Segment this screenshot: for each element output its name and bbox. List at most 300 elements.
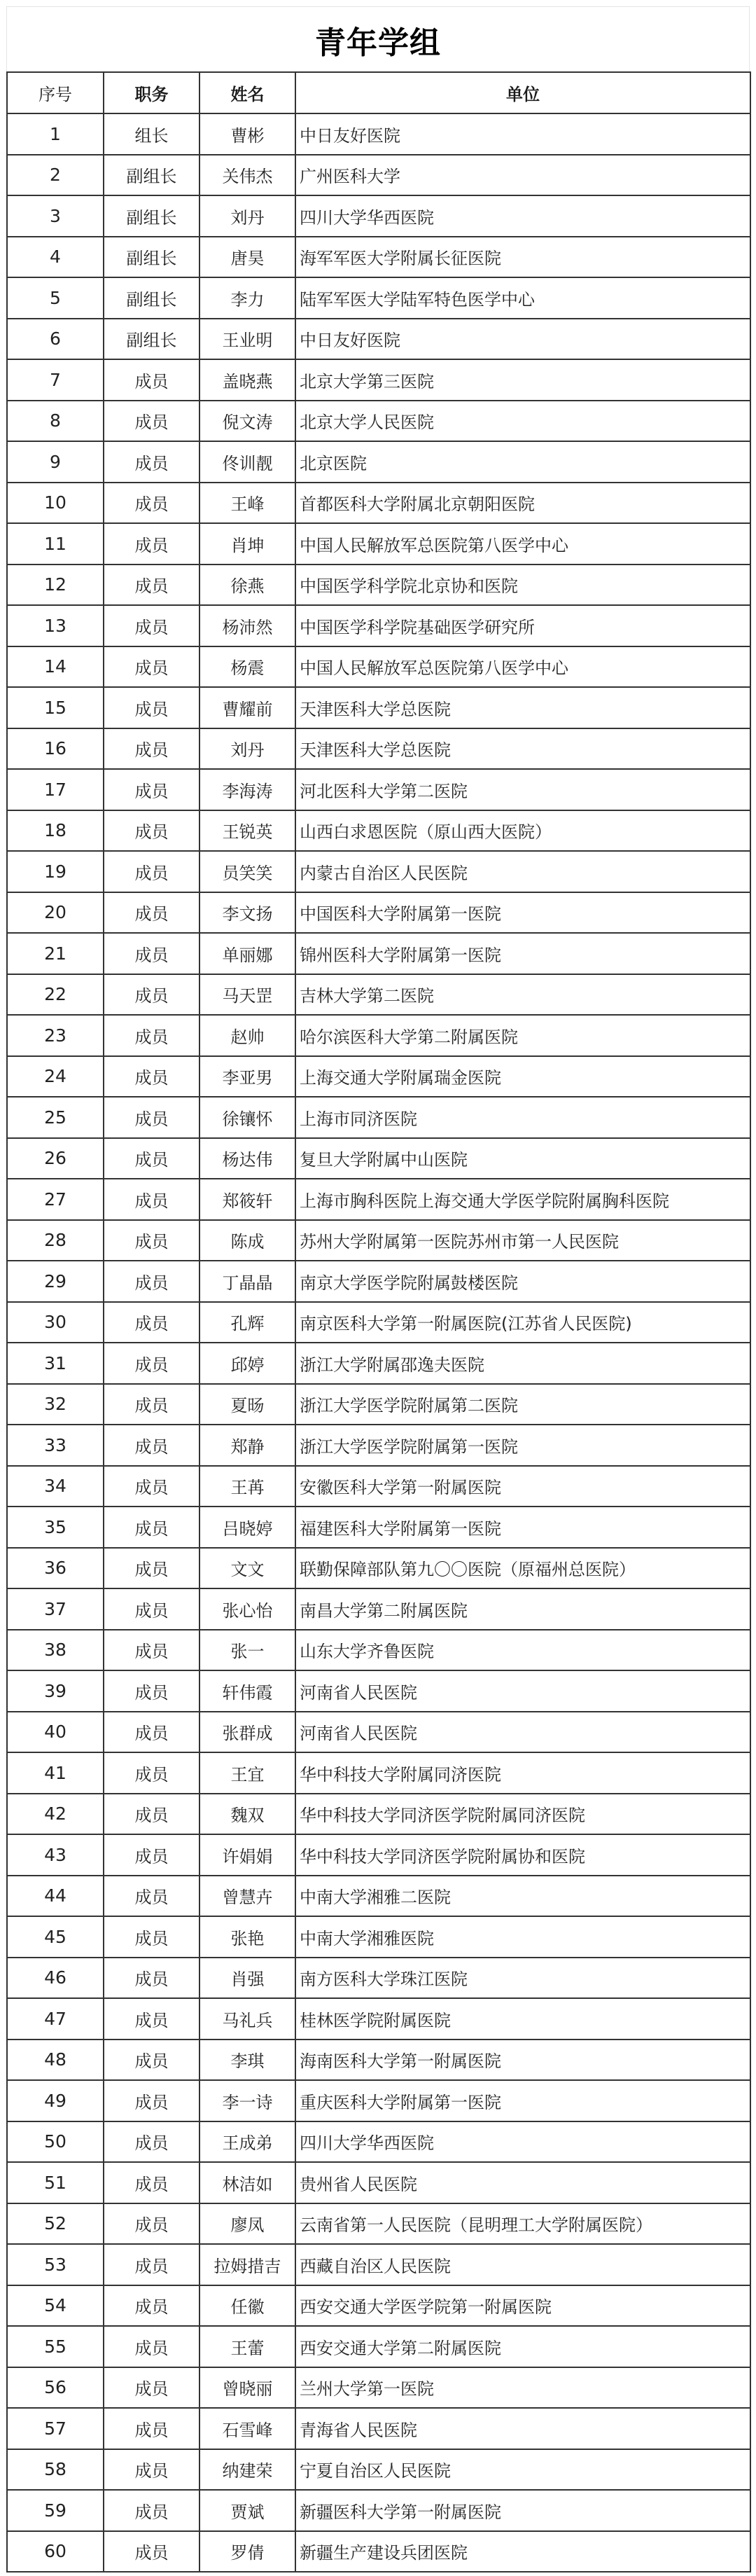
- cell-no: 27: [7, 1179, 104, 1220]
- cell-name: 许娟娟: [200, 1834, 295, 1876]
- cell-role: 成员: [104, 2408, 200, 2449]
- cell-role: 成员: [104, 1015, 200, 1056]
- table-row: [7, 1998, 750, 2040]
- table-row: [7, 441, 750, 483]
- cell-role: 成员: [104, 2326, 200, 2367]
- cell-role: 成员: [104, 1466, 200, 1507]
- cell-role: 成员: [104, 1138, 200, 1179]
- cell-unit: 中南大学湘雅医院: [295, 1916, 750, 1958]
- table-row: [7, 2244, 750, 2285]
- cell-no: 48: [7, 2040, 104, 2081]
- cell-role: 成员: [104, 2203, 200, 2245]
- cell-unit: 四川大学华西医院: [295, 2121, 750, 2163]
- cell-no: 37: [7, 1588, 104, 1630]
- cell-no: 57: [7, 2408, 104, 2449]
- table-row: [7, 1056, 750, 1097]
- cell-no: 39: [7, 1670, 104, 1712]
- cell-role: 成员: [104, 1548, 200, 1589]
- cell-name: 夏旸: [200, 1384, 295, 1425]
- cell-name: 张一: [200, 1630, 295, 1671]
- cell-unit: 首都医科大学附属北京朝阳医院: [295, 483, 750, 524]
- table-row: [7, 1876, 750, 1917]
- cell-role: 成员: [104, 728, 200, 770]
- cell-role: 成员: [104, 1384, 200, 1425]
- cell-unit: 福建医科大学附属第一医院: [295, 1507, 750, 1548]
- member-table: [6, 71, 751, 2572]
- cell-name: 罗倩: [200, 2531, 295, 2572]
- table-row: [7, 933, 750, 974]
- table-row: [7, 2203, 750, 2245]
- cell-unit: 华中科技大学同济医学院附属协和医院: [295, 1834, 750, 1876]
- cell-no: 10: [7, 483, 104, 524]
- table-row: [7, 1712, 750, 1753]
- cell-no: 29: [7, 1261, 104, 1302]
- table-row: [7, 1794, 750, 1835]
- cell-role: 成员: [104, 2162, 200, 2203]
- cell-unit: 山东大学齐鲁医院: [295, 1630, 750, 1671]
- table-row: [7, 1834, 750, 1876]
- cell-unit: 河南省人民医院: [295, 1670, 750, 1712]
- cell-unit: 上海市胸科医院上海交通大学医学院附属胸科医院: [295, 1179, 750, 1220]
- cell-unit: 北京医院: [295, 441, 750, 483]
- cell-role: 成员: [104, 483, 200, 524]
- cell-role: 成员: [104, 1916, 200, 1958]
- cell-role: 成员: [104, 441, 200, 483]
- cell-role: 成员: [104, 359, 200, 401]
- cell-no: 7: [7, 359, 104, 401]
- cell-no: 58: [7, 2449, 104, 2491]
- header-role: 职务: [104, 72, 200, 113]
- cell-name: 李一诗: [200, 2080, 295, 2121]
- cell-name: 吕晓婷: [200, 1507, 295, 1548]
- cell-role: 成员: [104, 1998, 200, 2040]
- cell-name: 拉姆措吉: [200, 2244, 295, 2285]
- table-row: [7, 646, 750, 688]
- cell-name: 石雪峰: [200, 2408, 295, 2449]
- cell-role: 成员: [104, 401, 200, 442]
- cell-no: 8: [7, 401, 104, 442]
- cell-unit: 中日友好医院: [295, 319, 750, 360]
- cell-role: 成员: [104, 2040, 200, 2081]
- cell-name: 曾慧卉: [200, 1876, 295, 1917]
- cell-name: 徐镶怀: [200, 1097, 295, 1138]
- cell-unit: 安徽医科大学第一附属医院: [295, 1466, 750, 1507]
- cell-role: 副组长: [104, 237, 200, 278]
- cell-unit: 内蒙古自治区人民医院: [295, 851, 750, 892]
- cell-name: 邱婷: [200, 1343, 295, 1384]
- cell-unit: 西安交通大学第二附属医院: [295, 2326, 750, 2367]
- cell-unit: 浙江大学附属邵逸夫医院: [295, 1343, 750, 1384]
- cell-no: 9: [7, 441, 104, 483]
- cell-name: 关伟杰: [200, 155, 295, 196]
- cell-unit: 复旦大学附属中山医院: [295, 1138, 750, 1179]
- cell-role: 成员: [104, 1097, 200, 1138]
- cell-unit: 南京医科大学第一附属医院(江苏省人民医院): [295, 1302, 750, 1343]
- cell-name: 王锐英: [200, 810, 295, 852]
- cell-no: 24: [7, 1056, 104, 1097]
- cell-name: 马礼兵: [200, 1998, 295, 2040]
- table-row: [7, 237, 750, 278]
- cell-no: 13: [7, 605, 104, 646]
- table-row: [7, 401, 750, 442]
- cell-unit: 西藏自治区人民医院: [295, 2244, 750, 2285]
- table-row: [7, 113, 750, 155]
- cell-role: 成员: [104, 1302, 200, 1343]
- table-row: [7, 155, 750, 196]
- table-row: [7, 769, 750, 810]
- table-row: [7, 851, 750, 892]
- cell-no: 28: [7, 1220, 104, 1261]
- table-header-row: [7, 72, 750, 113]
- cell-no: 18: [7, 810, 104, 852]
- cell-name: 肖坤: [200, 523, 295, 565]
- cell-role: 成员: [104, 1834, 200, 1876]
- cell-no: 22: [7, 974, 104, 1016]
- cell-no: 15: [7, 687, 104, 728]
- cell-name: 王成弟: [200, 2121, 295, 2163]
- cell-role: 成员: [104, 933, 200, 974]
- cell-no: 26: [7, 1138, 104, 1179]
- cell-name: 纳建荣: [200, 2449, 295, 2491]
- cell-name: 贾斌: [200, 2490, 295, 2531]
- cell-name: 李亚男: [200, 1056, 295, 1097]
- cell-role: 成员: [104, 2490, 200, 2531]
- table-row: [7, 359, 750, 401]
- table-row: [7, 1588, 750, 1630]
- cell-role: 成员: [104, 974, 200, 1016]
- cell-name: 陈成: [200, 1220, 295, 1261]
- table-row: [7, 523, 750, 565]
- table-row: [7, 2326, 750, 2367]
- table-row: [7, 277, 750, 319]
- cell-no: 6: [7, 319, 104, 360]
- cell-role: 成员: [104, 1056, 200, 1097]
- cell-role: 副组长: [104, 277, 200, 319]
- table-row: [7, 1179, 750, 1220]
- cell-name: 丁晶晶: [200, 1261, 295, 1302]
- header-unit: 单位: [295, 72, 750, 113]
- cell-unit: 云南省第一人民医院（昆明理工大学附属医院）: [295, 2203, 750, 2245]
- cell-unit: 宁夏自治区人民医院: [295, 2449, 750, 2491]
- cell-unit: 南京大学医学院附属鼓楼医院: [295, 1261, 750, 1302]
- cell-no: 19: [7, 851, 104, 892]
- cell-unit: 浙江大学医学院附属第二医院: [295, 1384, 750, 1425]
- table-row: [7, 2531, 750, 2572]
- table-row: [7, 1916, 750, 1958]
- table-row: [7, 2080, 750, 2121]
- table-row: [7, 1425, 750, 1466]
- cell-unit: 陆军军医大学陆军特色医学中心: [295, 277, 750, 319]
- cell-name: 张群成: [200, 1712, 295, 1753]
- cell-no: 30: [7, 1302, 104, 1343]
- cell-no: 16: [7, 728, 104, 770]
- cell-unit: 中国医学科学院北京协和医院: [295, 565, 750, 606]
- cell-unit: 锦州医科大学附属第一医院: [295, 933, 750, 974]
- cell-unit: 中国医科大学附属第一医院: [295, 892, 750, 934]
- cell-name: 马天罡: [200, 974, 295, 1016]
- cell-no: 23: [7, 1015, 104, 1056]
- cell-name: 单丽娜: [200, 933, 295, 974]
- cell-unit: 中国人民解放军总医院第八医学中心: [295, 646, 750, 688]
- cell-name: 佟训靓: [200, 441, 295, 483]
- cell-role: 成员: [104, 1670, 200, 1712]
- table-row: [7, 1466, 750, 1507]
- table-row: [7, 605, 750, 646]
- cell-no: 33: [7, 1425, 104, 1466]
- cell-name: 林洁如: [200, 2162, 295, 2203]
- table-row: [7, 1384, 750, 1425]
- table-row: [7, 728, 750, 770]
- cell-unit: 北京大学人民医院: [295, 401, 750, 442]
- cell-name: 肖强: [200, 1958, 295, 1999]
- cell-unit: 中南大学湘雅二医院: [295, 1876, 750, 1917]
- cell-name: 李力: [200, 277, 295, 319]
- cell-name: 唐昊: [200, 237, 295, 278]
- page-title: 青年学组: [315, 25, 441, 61]
- cell-role: 成员: [104, 2367, 200, 2409]
- table-row: [7, 974, 750, 1016]
- table-row: [7, 565, 750, 606]
- cell-unit: 广州医科大学: [295, 155, 750, 196]
- cell-no: 55: [7, 2326, 104, 2367]
- table-row: [7, 2408, 750, 2449]
- table-row: [7, 1343, 750, 1384]
- table-row: [7, 1261, 750, 1302]
- header-name: 姓名: [200, 72, 295, 113]
- cell-unit: 华中科技大学同济医学院附属同济医院: [295, 1794, 750, 1835]
- cell-role: 成员: [104, 1958, 200, 1999]
- table-row: [7, 2285, 750, 2327]
- cell-role: 成员: [104, 646, 200, 688]
- cell-unit: 新疆生产建设兵团医院: [295, 2531, 750, 2572]
- cell-role: 成员: [104, 2121, 200, 2163]
- cell-name: 张艳: [200, 1916, 295, 1958]
- cell-role: 成员: [104, 2285, 200, 2327]
- cell-unit: 中国医学科学院基础医学研究所: [295, 605, 750, 646]
- table-row: [7, 2121, 750, 2163]
- cell-no: 60: [7, 2531, 104, 2572]
- cell-role: 副组长: [104, 195, 200, 237]
- cell-unit: 天津医科大学总医院: [295, 687, 750, 728]
- cell-role: 成员: [104, 1588, 200, 1630]
- table-row: [7, 1548, 750, 1589]
- cell-name: 李琪: [200, 2040, 295, 2081]
- cell-unit: 苏州大学附属第一医院苏州市第一人民医院: [295, 1220, 750, 1261]
- table-row: [7, 2449, 750, 2491]
- cell-unit: 重庆医科大学附属第一医院: [295, 2080, 750, 2121]
- cell-role: 成员: [104, 687, 200, 728]
- table-row: [7, 1097, 750, 1138]
- cell-name: 王业明: [200, 319, 295, 360]
- cell-unit: 中国人民解放军总医院第八医学中心: [295, 523, 750, 565]
- cell-role: 成员: [104, 1876, 200, 1917]
- cell-name: 曹耀前: [200, 687, 295, 728]
- cell-name: 郑静: [200, 1425, 295, 1466]
- cell-name: 廖凤: [200, 2203, 295, 2245]
- cell-name: 王苒: [200, 1466, 295, 1507]
- cell-role: 成员: [104, 810, 200, 852]
- cell-role: 成员: [104, 851, 200, 892]
- table-row: [7, 2162, 750, 2203]
- cell-no: 20: [7, 892, 104, 934]
- cell-unit: 海南医科大学第一附属医院: [295, 2040, 750, 2081]
- table-row: [7, 1958, 750, 1999]
- cell-name: 员笑笑: [200, 851, 295, 892]
- cell-role: 成员: [104, 1343, 200, 1384]
- cell-unit: 河北医科大学第二医院: [295, 769, 750, 810]
- cell-no: 52: [7, 2203, 104, 2245]
- cell-name: 杨震: [200, 646, 295, 688]
- cell-unit: 南昌大学第二附属医院: [295, 1588, 750, 1630]
- cell-no: 34: [7, 1466, 104, 1507]
- table-row: [7, 483, 750, 524]
- table-row: [7, 810, 750, 852]
- cell-role: 成员: [104, 2449, 200, 2491]
- cell-unit: 河南省人民医院: [295, 1712, 750, 1753]
- cell-unit: 桂林医学院附属医院: [295, 1998, 750, 2040]
- cell-no: 45: [7, 1916, 104, 1958]
- cell-unit: 四川大学华西医院: [295, 195, 750, 237]
- table-row: [7, 1302, 750, 1343]
- cell-no: 17: [7, 769, 104, 810]
- cell-name: 孔辉: [200, 1302, 295, 1343]
- cell-role: 成员: [104, 523, 200, 565]
- cell-role: 成员: [104, 2080, 200, 2121]
- cell-no: 11: [7, 523, 104, 565]
- cell-role: 成员: [104, 769, 200, 810]
- cell-unit: 兰州大学第一医院: [295, 2367, 750, 2409]
- cell-no: 12: [7, 565, 104, 606]
- cell-unit: 上海交通大学附属瑞金医院: [295, 1056, 750, 1097]
- cell-role: 成员: [104, 565, 200, 606]
- table-row: [7, 1015, 750, 1056]
- cell-name: 曾晓丽: [200, 2367, 295, 2409]
- cell-name: 郑筱轩: [200, 1179, 295, 1220]
- table-row: [7, 1220, 750, 1261]
- cell-role: 成员: [104, 1794, 200, 1835]
- cell-role: 成员: [104, 1507, 200, 1548]
- cell-no: 50: [7, 2121, 104, 2163]
- cell-no: 14: [7, 646, 104, 688]
- cell-unit: 上海市同济医院: [295, 1097, 750, 1138]
- title-box: [6, 6, 750, 72]
- cell-no: 46: [7, 1958, 104, 1999]
- table-row: [7, 319, 750, 360]
- table-row: [7, 1752, 750, 1794]
- cell-name: 王峰: [200, 483, 295, 524]
- table-row: [7, 1630, 750, 1671]
- table-row: [7, 892, 750, 934]
- cell-unit: 青海省人民医院: [295, 2408, 750, 2449]
- cell-no: 25: [7, 1097, 104, 1138]
- cell-name: 倪文涛: [200, 401, 295, 442]
- cell-role: 成员: [104, 1425, 200, 1466]
- table-row: [7, 2040, 750, 2081]
- cell-no: 44: [7, 1876, 104, 1917]
- cell-unit: 浙江大学医学院附属第一医院: [295, 1425, 750, 1466]
- cell-no: 21: [7, 933, 104, 974]
- cell-no: 36: [7, 1548, 104, 1589]
- cell-role: 副组长: [104, 155, 200, 196]
- cell-role: 组长: [104, 113, 200, 155]
- cell-no: 5: [7, 277, 104, 319]
- cell-unit: 中日友好医院: [295, 113, 750, 155]
- cell-no: 4: [7, 237, 104, 278]
- cell-no: 38: [7, 1630, 104, 1671]
- cell-unit: 吉林大学第二医院: [295, 974, 750, 1016]
- cell-unit: 北京大学第三医院: [295, 359, 750, 401]
- cell-no: 43: [7, 1834, 104, 1876]
- cell-name: 刘丹: [200, 195, 295, 237]
- cell-unit: 海军军医大学附属长征医院: [295, 237, 750, 278]
- cell-name: 张心怡: [200, 1588, 295, 1630]
- cell-no: 31: [7, 1343, 104, 1384]
- cell-name: 文文: [200, 1548, 295, 1589]
- cell-name: 任徽: [200, 2285, 295, 2327]
- cell-role: 成员: [104, 1752, 200, 1794]
- cell-role: 成员: [104, 1179, 200, 1220]
- cell-no: 41: [7, 1752, 104, 1794]
- cell-name: 李海涛: [200, 769, 295, 810]
- table-body: [7, 113, 750, 2572]
- cell-role: 成员: [104, 2531, 200, 2572]
- cell-no: 51: [7, 2162, 104, 2203]
- cell-name: 轩伟霞: [200, 1670, 295, 1712]
- cell-no: 3: [7, 195, 104, 237]
- cell-unit: 天津医科大学总医院: [295, 728, 750, 770]
- table-row: [7, 2367, 750, 2409]
- table-row: [7, 195, 750, 237]
- table-row: [7, 1670, 750, 1712]
- cell-name: 赵帅: [200, 1015, 295, 1056]
- cell-no: 32: [7, 1384, 104, 1425]
- cell-unit: 联勤保障部队第九〇〇医院（原福州总医院）: [295, 1548, 750, 1589]
- cell-role: 成员: [104, 2244, 200, 2285]
- cell-unit: 贵州省人民医院: [295, 2162, 750, 2203]
- cell-no: 49: [7, 2080, 104, 2121]
- cell-name: 徐燕: [200, 565, 295, 606]
- cell-no: 54: [7, 2285, 104, 2327]
- cell-role: 成员: [104, 1712, 200, 1753]
- cell-name: 李文扬: [200, 892, 295, 934]
- cell-unit: 西安交通大学医学院第一附属医院: [295, 2285, 750, 2327]
- cell-no: 53: [7, 2244, 104, 2285]
- cell-unit: 山西白求恩医院（原山西大医院）: [295, 810, 750, 852]
- cell-unit: 华中科技大学附属同济医院: [295, 1752, 750, 1794]
- cell-role: 副组长: [104, 319, 200, 360]
- table-row: [7, 687, 750, 728]
- cell-no: 42: [7, 1794, 104, 1835]
- cell-no: 35: [7, 1507, 104, 1548]
- cell-role: 成员: [104, 1220, 200, 1261]
- cell-name: 曹彬: [200, 113, 295, 155]
- cell-role: 成员: [104, 1630, 200, 1671]
- cell-name: 王宜: [200, 1752, 295, 1794]
- cell-no: 40: [7, 1712, 104, 1753]
- header-no: 序号: [7, 72, 104, 113]
- cell-name: 杨沛然: [200, 605, 295, 646]
- cell-no: 2: [7, 155, 104, 196]
- table-row: [7, 1507, 750, 1548]
- cell-name: 刘丹: [200, 728, 295, 770]
- cell-no: 56: [7, 2367, 104, 2409]
- cell-name: 魏双: [200, 1794, 295, 1835]
- cell-unit: 新疆医科大学第一附属医院: [295, 2490, 750, 2531]
- table-row: [7, 1138, 750, 1179]
- cell-unit: 南方医科大学珠江医院: [295, 1958, 750, 1999]
- cell-role: 成员: [104, 605, 200, 646]
- table-row: [7, 2490, 750, 2531]
